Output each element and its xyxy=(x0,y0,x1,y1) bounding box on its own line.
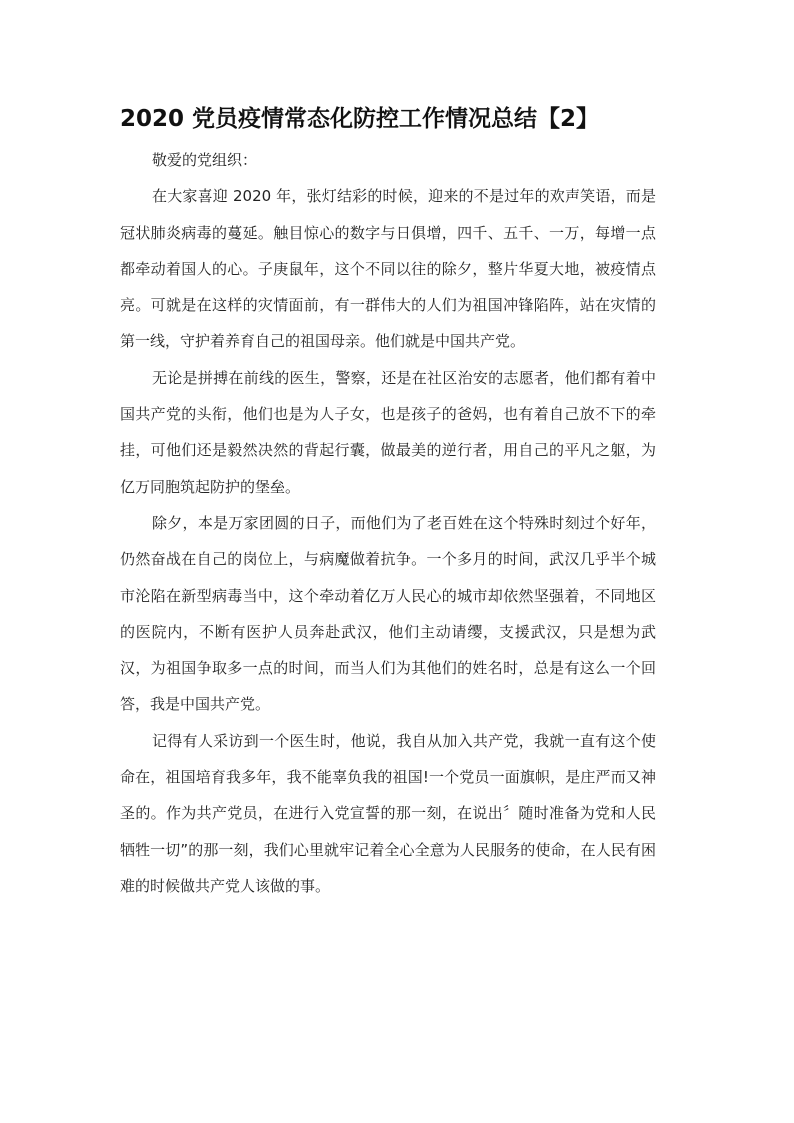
salutation: 敬爱的党组织： xyxy=(152,151,258,169)
paragraph-3: 除夕，本是万家团圆的日子，而他们为了老百姓在这个特殊时刻过个好年，仍然奋战在自己的岗位上，与病魔做着抗争。一个多月的时间，武汉几乎半个城市沦陷在新型病毒当中，这个牵动着亿万人民心的城市却依然坚强着，不同地区的医院内，不断有医护人员奔赴武汉，他们主动请缨，支援武汉，只是想为武汉，为祖国争取多一点的时间，而当人们为其他们的姓名时，总是有这么一个回答，我是中国共产党。 xyxy=(120,513,656,714)
paragraph-1: 在大家喜迎 2020 年，张灯结彩的时候，迎来的不是过年的欢声笑语，而是冠状肺炎病毒的蔓延。触目惊心的数字与日俱增，四千、五千、一万，每增一点都牵动着国人的心。子庚鼠年，这个不同以往的除夕，整片华夏大地，被疫情点亮。可就是在这样的灾情面前，有一群伟大的人们为祖国冲锋陷阵，站在灾情的第一线，守护着养育自己的祖国母亲。他们就是中国共产党。 xyxy=(120,187,656,351)
document-body xyxy=(120,142,656,904)
paragraph-4: 记得有人采访到一个医生时，他说，我自从加入共产党，我就一直有这个使命在，祖国培育我多年，我不能辜负我的祖国!一个党员一面旗帜，是庄严而又神圣的。作为共产党员，在进行入党宣誓的那一刻，在说出〞随时准备为党和人民牺牲一切”的那一刻，我们心里就牢记着全心全意为人民服务的使命，在人民有困难的时候做共产党人该做的事。 xyxy=(120,731,656,895)
document-title: 2020 党员疫情常态化防控工作情况总结【2】 xyxy=(120,106,600,132)
paragraph-2: 无论是拼搏在前线的医生，警察，还是在社区治安的志愿者，他们都有着中国共产党的头衔，他们也是为人子女，也是孩子的爸妈，也有着自己放不下的牵挂，可他们还是毅然决然的背起行囊，做最美的逆行者，用自己的平凡之躯，为亿万同胞筑起防护的堡垒。 xyxy=(120,368,656,496)
